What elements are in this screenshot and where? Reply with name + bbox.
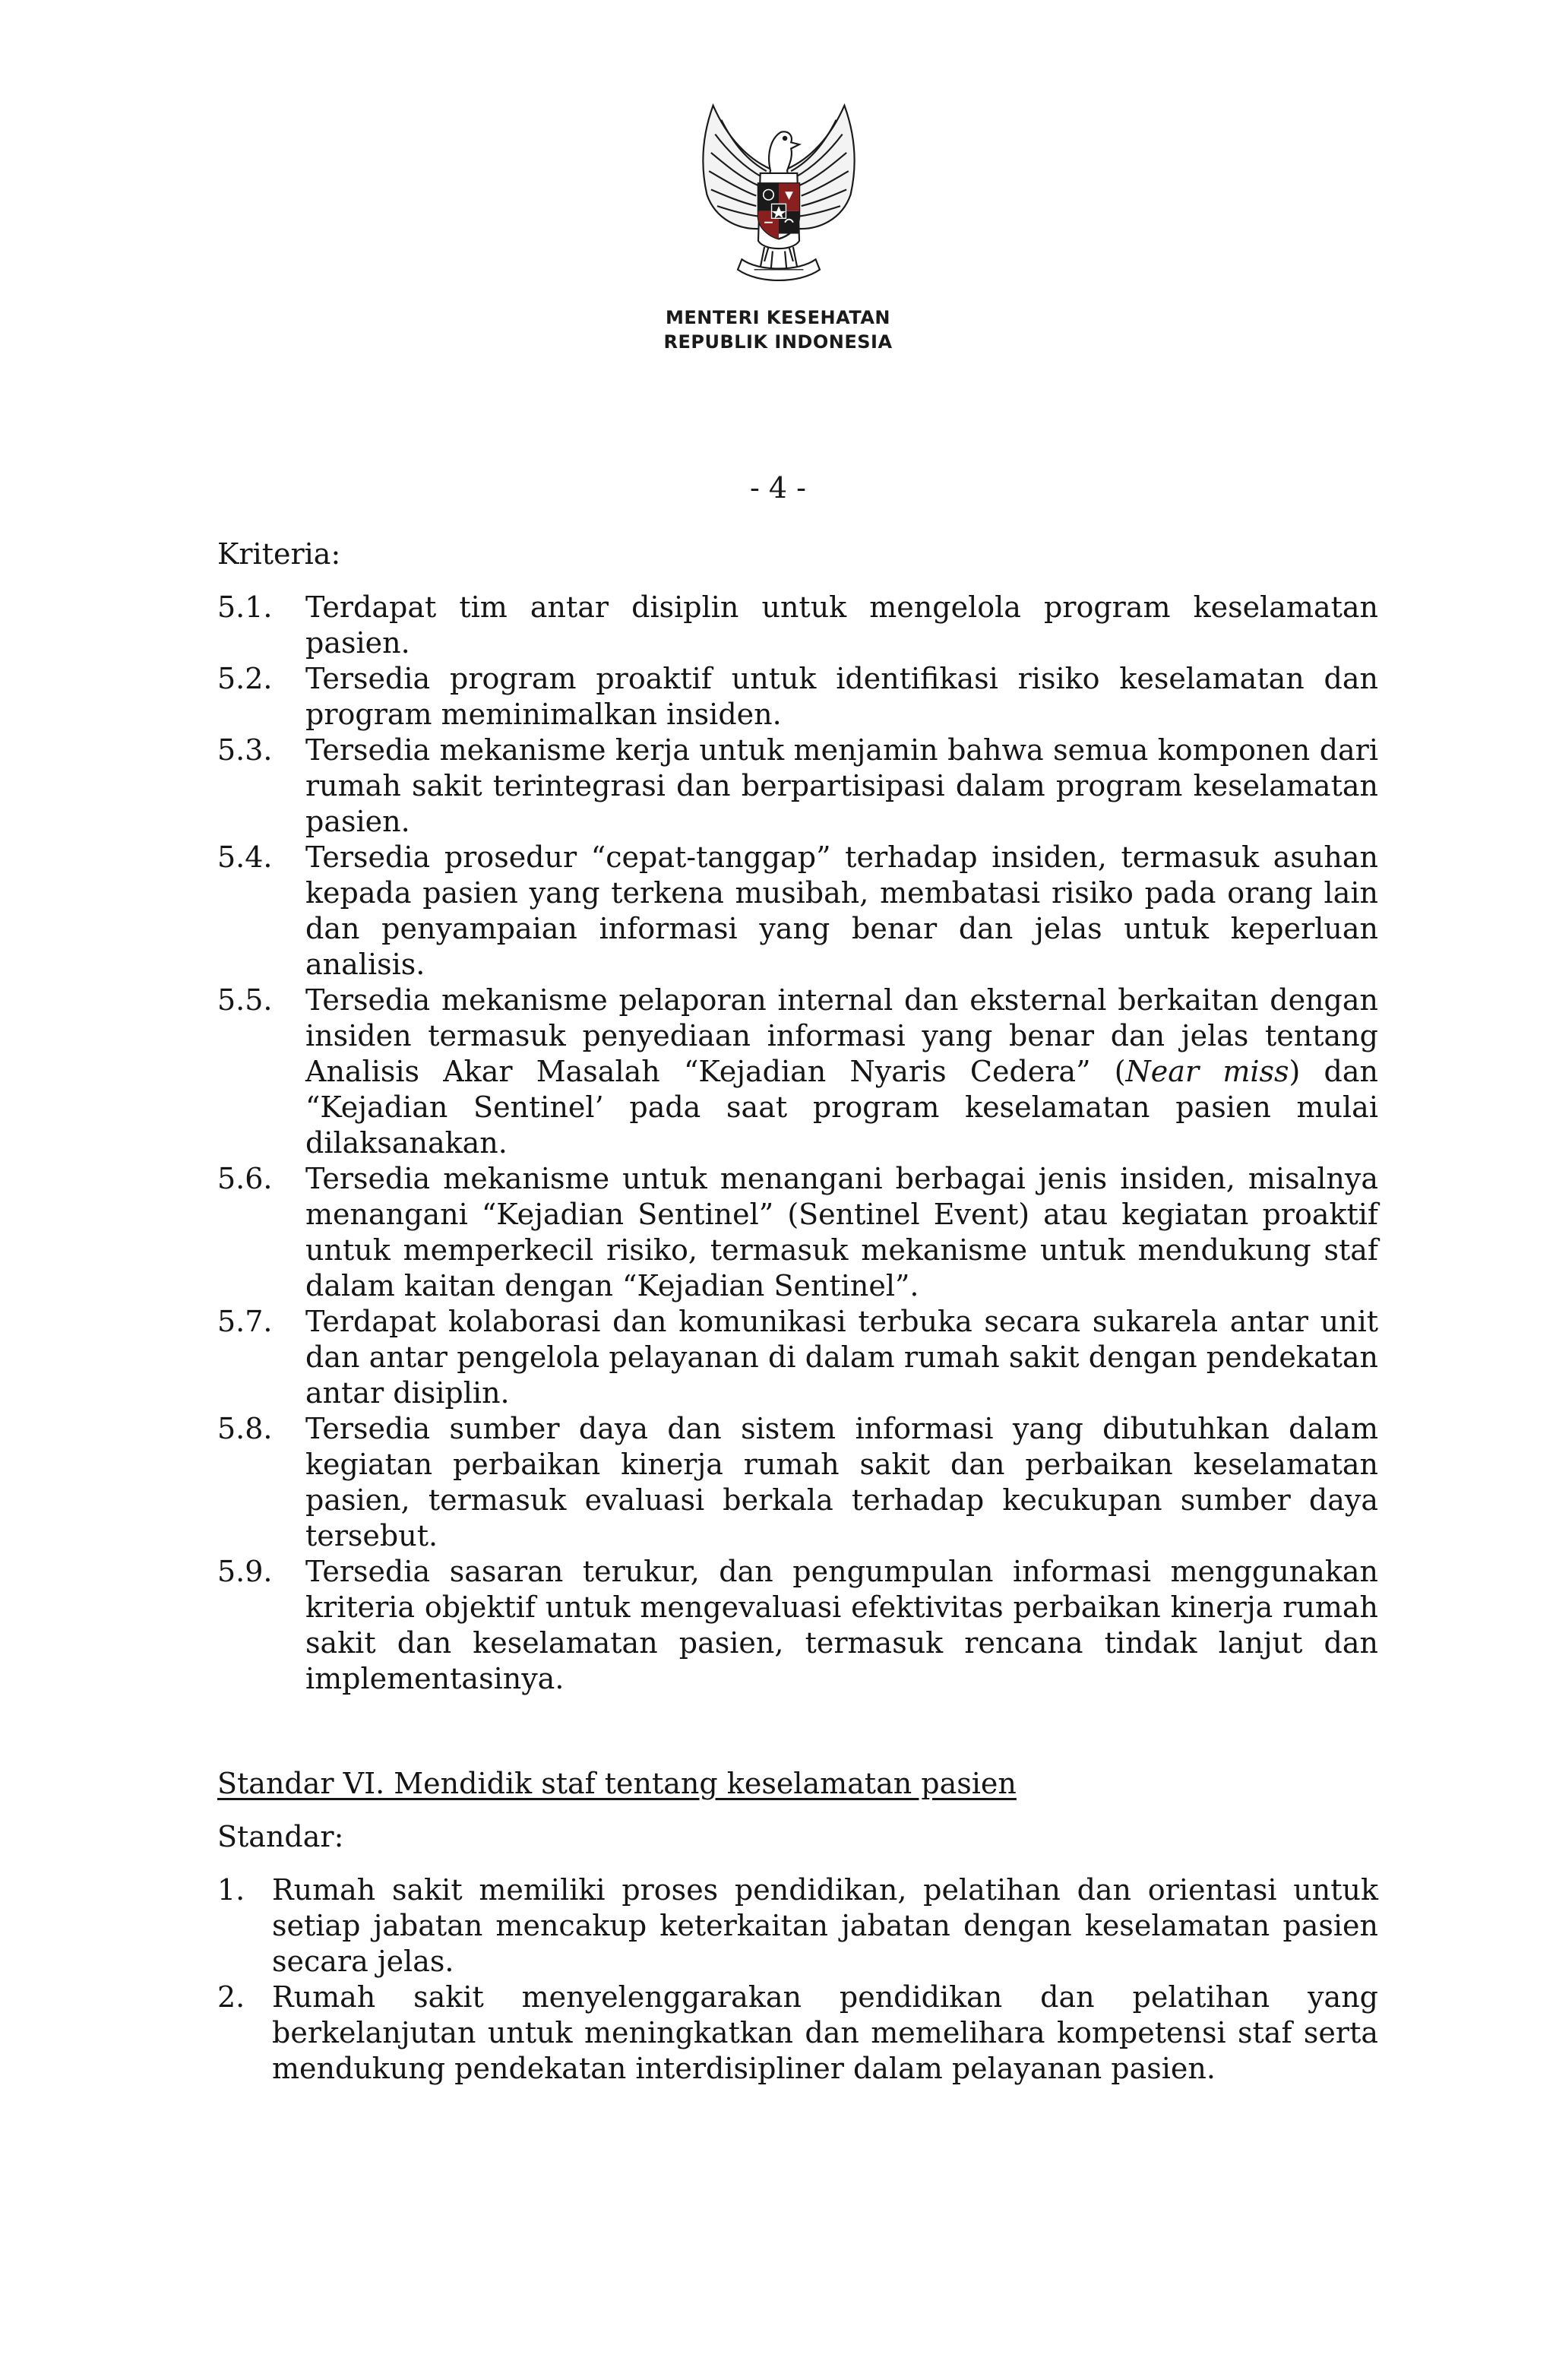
item-text: Rumah sakit memiliki proses pendidikan, pelatihan dan orientasi untuk setiap jabatan mencakup keterkaitan jabatan dengan keselamatan pasien secara jelas. xyxy=(272,1873,1378,1978)
item-number: 5.7. xyxy=(217,1305,273,1338)
section-heading: Standar VI. Mendidik staf tentang keselamatan pasien xyxy=(217,1767,1017,1800)
item-number: 5.4. xyxy=(217,840,273,874)
list-item xyxy=(217,983,1378,1161)
list-item xyxy=(217,1554,1378,1697)
kriteria-label: Kriteria: xyxy=(217,537,341,571)
page-number: - 4 - xyxy=(749,471,806,505)
list-item xyxy=(217,733,1378,840)
item-number: 5.5. xyxy=(217,983,273,1017)
item-text-after: ) dan “Kejadian Sentinel’ pada saat program keselamatan pasien mulai dilaksanakan. xyxy=(305,1055,1379,1160)
kriteria-list xyxy=(217,590,1378,1697)
item-text: Tersedia mekanisme kerja untuk menjamin bahwa semua komponen dari rumah sakit terintegrasi dan berpartisipasi dalam program keselamatan pasien. xyxy=(305,733,1378,838)
item-text: Tersedia prosedur “cepat-tanggap” terhadap insiden, termasuk asuhan kepada pasien yang terkena musibah, membatasi risiko pada orang lain dan penyampaian informasi yang benar dan jelas untuk keperluan analisis. xyxy=(305,840,1378,981)
standar-label: Standar: xyxy=(217,1820,344,1853)
emblem-title-line1: MENTERI KESEHATAN xyxy=(665,307,891,328)
item-text-before: Tersedia mekanisme pelaporan internal dan eksternal berkaitan dengan insiden termasuk penyediaan informasi yang benar dan jelas tentang Analisis Akar Masalah “Kejadian Nyaris Cedera” ( xyxy=(305,983,1378,1088)
item-number: 5.1. xyxy=(217,590,273,624)
item-text: Tersedia mekanisme untuk menangani berbagai jenis insiden, misalnya menangani “Kejadian Sentinel” (Sentinel Event) atau kegiatan proaktif untuk memperkecil risiko, termasuk mekanisme untuk mendukung staf dalam kaitan dengan “Kejadian Sentinel”. xyxy=(305,1162,1378,1302)
item-text: Terdapat tim antar disiplin untuk mengelola program keselamatan pasien. xyxy=(305,590,1378,660)
item-text: Rumah sakit menyelenggarakan pendidikan dan pelatihan yang berkelanjutan untuk meningkatkan dan memelihara kompetensi staf serta mendukung pendekatan interdisipliner dalam pelayanan pasien. xyxy=(272,1980,1378,2085)
item-number: 5.3. xyxy=(217,733,273,767)
list-item xyxy=(217,1304,1378,1411)
emblem-title-line2: REPUBLIK INDONESIA xyxy=(663,331,893,353)
item-number: 2. xyxy=(217,1980,245,2014)
item-text: Tersedia sumber daya dan sistem informasi yang dibutuhkan dalam kegiatan perbaikan kinerja rumah sakit dan perbaikan keselamatan pasien, termasuk evaluasi berkala terhadap kecukupan sumber daya tersebut. xyxy=(305,1412,1378,1552)
list-item xyxy=(217,1411,1378,1554)
item-number: 5.6. xyxy=(217,1162,273,1195)
item-text-italic: Near miss xyxy=(1125,1055,1289,1088)
standar-list xyxy=(217,1872,1378,2087)
garuda-emblem-icon xyxy=(676,97,881,302)
item-number: 5.9. xyxy=(217,1555,273,1588)
item-number: 5.2. xyxy=(217,662,273,695)
list-item xyxy=(217,840,1378,983)
item-number: 1. xyxy=(217,1873,245,1907)
item-text: Tersedia sasaran terukur, dan pengumpulan informasi menggunakan kriteria objektif untuk mengevaluasi efektivitas perbaikan kinerja rumah sakit dan keselamatan pasien, termasuk rencana tindak lanjut dan implementasinya. xyxy=(305,1555,1378,1695)
list-item xyxy=(217,1872,1378,1980)
item-number: 5.8. xyxy=(217,1412,273,1445)
list-item xyxy=(217,661,1378,733)
list-item xyxy=(217,1161,1378,1304)
list-item xyxy=(217,1980,1378,2087)
list-item xyxy=(217,590,1378,661)
item-text: Tersedia program proaktif untuk identifikasi risiko keselamatan dan program meminimalkan insiden. xyxy=(305,662,1378,731)
item-text: Terdapat kolaborasi dan komunikasi terbuka secara sukarela antar unit dan antar pengelola pelayanan di dalam rumah sakit dengan pendekatan antar disiplin. xyxy=(305,1305,1378,1410)
